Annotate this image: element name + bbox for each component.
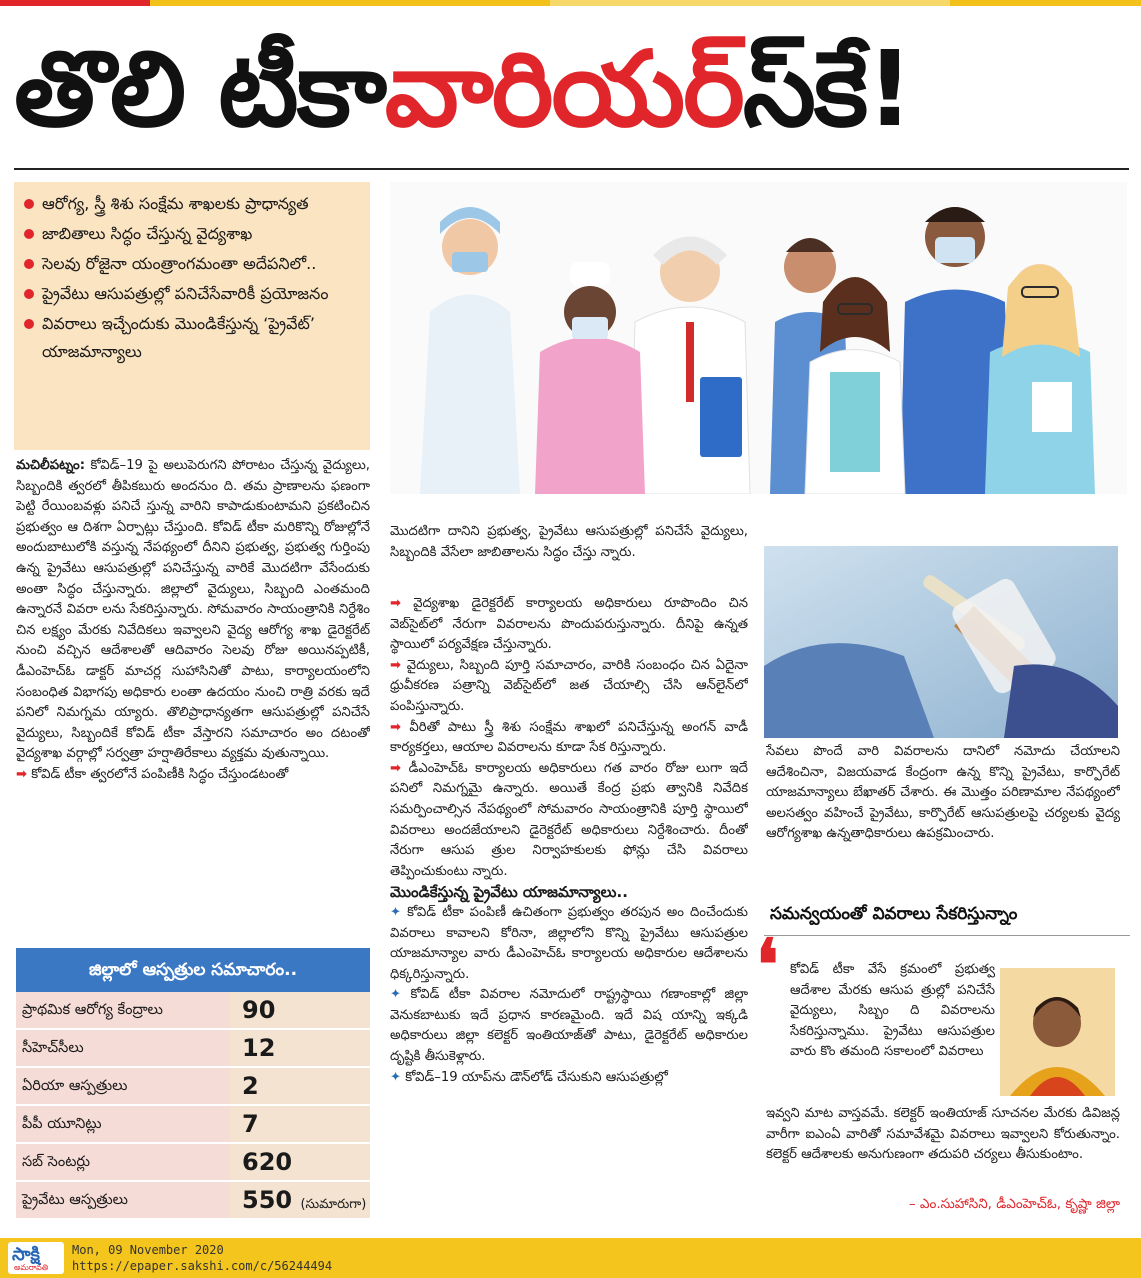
article-paragraph — [390, 903, 748, 985]
article-paragraph — [390, 594, 748, 656]
quote-text-top — [790, 960, 995, 1100]
bullet-dot-icon — [24, 229, 34, 239]
headline-part-1: తొలి టీకా — [14, 28, 385, 150]
sakshi-logo — [8, 1242, 64, 1274]
footer — [0, 1238, 1141, 1278]
article-text: వైద్యులు, సిబ్బంది పూర్తి సమాచారం, వారికి సంబంధం చిన ఏదైనా ధ్రువీకరణ పత్రాన్ని వెబ్‌సైట్‌లో జత చేయాల్సి చేసి ఆన్‌లైన్‌లో పంపిస్తున్నారు. — [390, 657, 748, 714]
arrow-icon: ➡ — [390, 719, 402, 735]
arrow-icon: ➡ — [390, 760, 402, 776]
table-row — [16, 1144, 370, 1182]
headline-divider — [14, 168, 1129, 170]
row-note: (సుమారుగా) — [300, 1197, 367, 1212]
article-paragraph — [16, 765, 370, 786]
table-row — [16, 1030, 370, 1068]
article-paragraph — [390, 718, 748, 759]
article-column-1 — [16, 456, 370, 934]
quote-divider — [764, 935, 1130, 936]
highlight-item — [24, 220, 362, 248]
row-value: 7 — [230, 1106, 370, 1142]
article-column-2 — [390, 594, 748, 1236]
article-text: కోవిడ్‌–19 పై అలుపెరుగని పోరాటం చేస్తున్న వైద్యులు, సిబ్బందికి త్వరలో తీపికబురు అందనుం ది. తమ ప్రాణాలను ఫణంగా పెట్టి రేయింబవళ్లు పనిచే స్తున్న వారిని కాపాడుకుంటామని ప్రకటించిన ప్రభుత్వం ఆ దిశగా ఏర్పాట్లు చేస్తుంది. కోవిడ్‌ టీకా మరికొన్ని రోజుల్లోనే అందుబాటులోకి వస్తున్న నేపథ్యంలో దీనిని ప్రభుత్వ, ప్రభుత్వ గుర్తింపు ఉన్న ప్రైవేటు ఆసుపత్రుల్లో పనిచేస్తున్న వారికే మొదటిగా వేసేందుకు అంతా సిద్ధం చేస్తున్నారు. జిల్లాలో వైద్యులు, సిబ్బంది ఎంతమంది ఉన్నారనే వివరా లను సేకరిస్తున్నారు. సోమవారం సాయంత్రానికి నిర్దేశిం చిన లక్ష్యం మేరకు నివేదికలు ఇవ్వాలని వైద్య ఆరోగ్య శాఖ డైరెక్టరేట్‌ నుంచి వచ్చిన ఆదేశాలతో ఆదివారం సెలవు రోజు అయినప్పటికీ, డీఎంహెచ్‌ఓ డాక్టర్‌ మాచర్ల సుహాసినితో పాటు, కార్యాలయంలోని సంబంధిత విభాగపు అధికారు లంతా ఉదయం నుంచి రాత్రి వరకు ఇదే పనిలో నిమగ్నమ య్యారు. తొలిప్రాధాన్యతగా ఆసుపత్రుల్లో పనిచేసే వైద్యులు, సిబ్బందికే కోవిడ్‌ టీకా వేస్తారని సమాచారం అం దటంతో వైద్యశాఖ వర్గాల్లో సర్వత్రా హర్షాతిరేకాలు వ్యక్తమ వుతున్నాయి. — [16, 458, 370, 762]
article-text: వైద్యశాఖ డైరెక్టరేట్‌ కార్యాలయ అధికారులు రూపొందిం చిన వెబ్‌సైట్‌లో నేరుగా వివరాలను పొందుపరుస్తున్నారు. దీనిపై ఉన్నత స్థాయిలో పర్యవేక్షణ చేస్తున్నారు. — [390, 596, 748, 653]
headline — [14, 14, 1129, 164]
doctors-illustration — [390, 182, 1127, 494]
highlight-item — [24, 250, 362, 278]
quote-text-bottom — [766, 1104, 1120, 1194]
vaccine-photo — [764, 546, 1118, 738]
star-icon: ✦ — [390, 904, 402, 920]
row-label: పీపీ యూనిట్లు — [16, 1106, 230, 1142]
table-row — [16, 1068, 370, 1106]
article-text: కోవిడ్‌ టీకా పంపిణీ ఉచితంగా ప్రభుత్వం తరపున అం దించేందుకు వివరాలు కావాలని కోరినా, జిల్లాలోని కొన్ని ప్రైవేటు ఆసుపత్రుల యాజమాన్యాల వారు డీఎంహెచ్‌ఓ కార్యాలయ అధికారుల ఆదేశాలను ధిక్కరిస్తున్నారు. — [390, 904, 748, 982]
star-icon: ✦ — [390, 987, 402, 1003]
row-label: ప్రైవేటు ఆస్పత్రులు — [16, 1182, 230, 1218]
highlight-item — [24, 190, 362, 218]
quote-text: కోవిడ్‌ టీకా వేసే క్రమంలో ప్రభుత్వ ఆదేశాల మేరకు ఆసుప త్రుల్లో పనిచేసే వైద్యులు, సిబ్బం ది వివరాలను సేకరిస్తున్నాము. ప్రైవేటు ఆసుపత్రుల వారు కొం తమంది సకాలంలో వివరాలు — [790, 962, 995, 1060]
table-title: జిల్లాలో ఆస్పత్రుల సమాచారం.. — [16, 948, 370, 992]
row-label: ఏరియా ఆస్పత్రులు — [16, 1068, 230, 1104]
table-row — [16, 992, 370, 1030]
article-text: డీఎంహెచ్‌ఓ కార్యాలయ అధికారులు గత వారం రోజు లుగా ఇదే పనిలో నిమగ్నమై ఉన్నారు. అయితే కేంద్ర ప్రభు త్వానికి నివేదిక సమర్పించాల్సిన నేపథ్యంలో సోమవారం సాయంత్రానికి పూర్తి స్థాయిలో వివరాలు అందజేయాలని డైరెక్టరేట్‌ అధికారులు నిర్దేశించారు. దీంతో నేరుగా ఆసుప త్రుల నిర్వాహకులకు ఫోన్లు చేసి వివరాలు తెప్పించుకుంటు న్నారు. — [390, 760, 748, 879]
row-value: 90 — [230, 992, 370, 1028]
star-icon: ✦ — [390, 1069, 402, 1085]
quote-attribution: – ఎం.సుహాసిని, డీఎంహెచ్‌ఓ, కృష్ణా జిల్లా — [908, 1196, 1120, 1212]
article-text: వీరితో పాటు స్త్రీ శిశు సంక్షేమ శాఖలో పనిచేస్తున్న అంగన్‌ వాడీ కార్యకర్తలు, ఆయాల వివరాలను కూడా సేక రిస్తున్నారు. — [390, 719, 748, 756]
article-column-3 — [766, 742, 1120, 892]
top-color-bar — [0, 0, 1141, 6]
quote-text: ఇవ్వని మాట వాస్తవమే. కలెక్టర్‌ ఇంతియాజ్‌ సూచనల మేరకు డివిజన్ల వారీగా ఐఎంఏ వారితో సమావేశమై వివరాలు ఇవ్వాలని కోరుతున్నాం. కలెక్టర్‌ ఆదేశాలకు అనుగుణంగా తదుపరి చర్యలు తీసుకుంటాం. — [766, 1106, 1120, 1163]
row-value: 620 — [230, 1144, 370, 1180]
highlight-text: ఆరోగ్య, స్త్రీ శిశు సంక్షేమ శాఖలకు ప్రాధాన్యత — [42, 194, 309, 213]
highlights-box — [14, 182, 370, 450]
arrow-icon: ➡ — [390, 657, 402, 673]
row-value: 550 (సుమారుగా) — [230, 1182, 370, 1218]
article-text: మొదటిగా దానిని ప్రభుత్వ, ప్రైవేటు ఆసుపత్రుల్లో పనిచేసే వైద్యులు, సిబ్బందికి వేసేలా జాబితాలను సిద్ధం చేస్తు న్నారు. — [390, 524, 748, 560]
footer-meta — [72, 1242, 332, 1274]
headline-part-red: వారియర్ — [384, 28, 743, 150]
article-text: కోవిడ్‌ టీకా వివరాల నమోదులో రాష్ట్రస్థాయి గణాంకాల్లో జిల్లా వెనుకబాటుకు ఇదే ప్రధాన కారణమైంది. ఇదే విష యాన్ని ఇక్కడి అధికారులు జిల్లా కలెక్టర్‌ ఇంతియాజ్‌తో పాటు, డైరెక్టరేట్‌ అధికారుల దృష్టికి తీసుకెళ్లారు. — [390, 987, 748, 1065]
article-column-2-top — [390, 522, 748, 562]
bullet-dot-icon — [24, 199, 34, 209]
row-value: 2 — [230, 1068, 370, 1104]
row-label: ప్రాథమిక ఆరోగ్య కేంద్రాలు — [16, 992, 230, 1028]
hospital-info-table — [16, 948, 370, 1216]
article-paragraph — [16, 456, 370, 765]
row-label: సీహెచ్‌సీలు — [16, 1030, 230, 1066]
article-paragraph — [390, 656, 748, 718]
article-text: సేవలు పొందే వారి వివరాలను దానిలో నమోదు చేయాలని ఆదేశించినా, విజయవాడ కేంద్రంగా ఉన్న కొన్ని ప్రైవేటు, కార్పొరేట్‌ యాజమాన్యాలు బేఖాతర్‌ చేశారు. ఈ మొత్తం పరిణామాల నేపథ్యంలో అలసత్వం వహించే ప్రైవేటు, కార్పొరేట్‌ ఆసుపత్రులపై చర్యలకు వైద్య ఆరోగ్యశాఖ ఉన్నతాధికారులు ఉపక్రమించారు. — [766, 744, 1120, 842]
highlight-text: వివరాలు ఇచ్చేందుకు మొండికేస్తున్న ‘ప్రైవేట్’ యాజమాన్యాలు — [42, 314, 315, 361]
headline-part-2: స్‌కే! — [742, 28, 912, 150]
table-row — [16, 1106, 370, 1144]
article-text: కోవిడ్‌ టీకా త్వరలోనే పంపిణీకి సిద్ధం చేస్తుండటంతో — [27, 766, 289, 782]
bullet-dot-icon — [24, 259, 34, 269]
article-paragraph — [390, 759, 748, 883]
footer-url[interactable]: https://epaper.sakshi.com/c/56244494 — [72, 1259, 333, 1273]
footer-date: Mon, 09 November 2020 — [72, 1243, 224, 1257]
highlight-item — [24, 310, 362, 366]
article-text: కోవిడ్‌–19 యాప్‌ను డౌన్‌లోడ్‌ చేసుకుని ఆసుపత్రుల్లో — [401, 1069, 668, 1085]
article-paragraph — [390, 985, 748, 1067]
highlight-text: ప్రైవేటు ఆసుపత్రుల్లో పనిచేసేవారికీ ప్రయోజనం — [42, 284, 329, 303]
bullet-dot-icon — [24, 319, 34, 329]
article-subheading: మొండికేస్తున్న ప్రైవేటు యాజమాన్యాలు.. — [390, 883, 628, 902]
highlight-text: సెలవు రోజైనా యంత్రాంగమంతా అదేపనిలో.. — [42, 254, 317, 273]
official-portrait — [1000, 968, 1115, 1096]
logo-subtext: అమరావతి — [14, 1263, 49, 1272]
row-label: సబ్‌ సెంటర్లు — [16, 1144, 230, 1180]
table-row — [16, 1182, 370, 1220]
row-value: 12 — [230, 1030, 370, 1066]
arrow-icon: ➡ — [390, 596, 402, 611]
arrow-icon: ➡ — [16, 766, 28, 782]
quote-mark-icon: ❛ — [756, 923, 779, 1006]
highlight-text: జాబితాలు సిద్ధం చేస్తున్న వైద్యశాఖ — [42, 224, 253, 243]
logo-text: సాక్షి — [12, 1244, 40, 1265]
article-paragraph — [390, 1068, 748, 1089]
quote-heading: సమన్వయంతో వివరాలు సేకరిస్తున్నాం — [770, 904, 1018, 924]
highlight-item — [24, 280, 362, 308]
dateline: మచిలీపట్నం: — [16, 458, 86, 473]
bullet-dot-icon — [24, 289, 34, 299]
